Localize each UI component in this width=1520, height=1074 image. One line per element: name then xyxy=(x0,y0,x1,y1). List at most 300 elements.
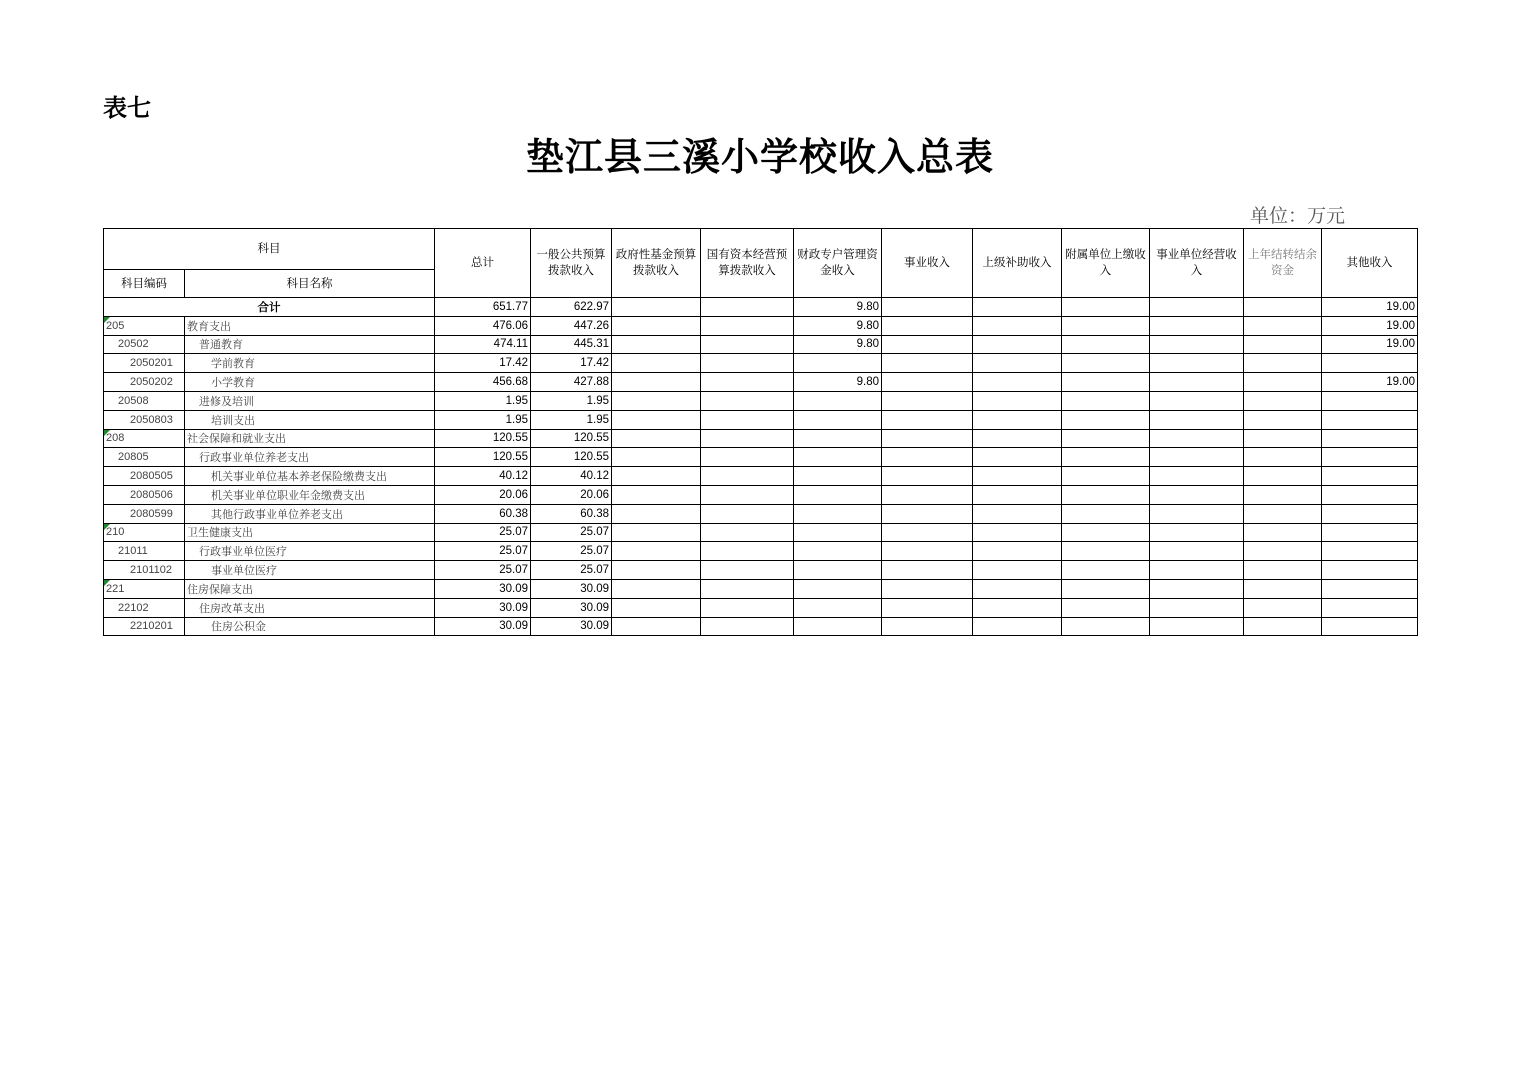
cell-total-text: 25.07 xyxy=(499,545,528,558)
cell-state-capital xyxy=(701,448,794,467)
cell-special-account xyxy=(794,316,882,335)
cell-operating-income xyxy=(1150,354,1244,373)
cell-state-capital xyxy=(701,485,794,504)
cell-code xyxy=(104,504,185,523)
cell-name xyxy=(185,410,435,429)
cell-total xyxy=(435,561,531,580)
cell-state-capital xyxy=(701,504,794,523)
cell-special-account-text: 9.80 xyxy=(856,376,879,389)
summary-general-budget: 622.97 xyxy=(531,298,612,317)
cell-business-income xyxy=(882,467,973,486)
cell-code xyxy=(104,542,185,561)
cell-special-account-text: 9.80 xyxy=(856,319,879,332)
cell-general-budget xyxy=(531,335,612,354)
unit-label: 单位：万元 xyxy=(1250,205,1346,227)
cell-other-income xyxy=(1322,485,1418,504)
cell-code-text: 208 xyxy=(106,432,125,445)
cell-name xyxy=(185,316,435,335)
cell-state-capital xyxy=(701,316,794,335)
cell-other-income xyxy=(1322,617,1418,636)
cell-other-income xyxy=(1322,504,1418,523)
cell-total-text: 60.38 xyxy=(499,507,528,520)
cell-general-budget-text: 120.55 xyxy=(573,451,609,464)
header-total: 总计 xyxy=(435,229,531,298)
cell-gov-fund xyxy=(612,335,701,354)
cell-name xyxy=(185,335,435,354)
cell-other-income xyxy=(1322,391,1418,410)
cell-general-budget-text: 25.07 xyxy=(580,564,609,577)
cell-affiliated-payment xyxy=(1062,523,1150,542)
summary-carryover xyxy=(1244,298,1322,317)
cell-carryover xyxy=(1244,354,1322,373)
cell-gov-fund xyxy=(612,391,701,410)
cell-general-budget-text: 60.38 xyxy=(580,507,609,520)
cell-total-text: 30.09 xyxy=(499,582,528,595)
summary-special-account: 9.80 xyxy=(794,298,882,317)
cell-general-budget xyxy=(531,523,612,542)
cell-state-capital xyxy=(701,617,794,636)
cell-general-budget xyxy=(531,410,612,429)
cell-special-account xyxy=(794,410,882,429)
cell-code xyxy=(104,316,185,335)
cell-carryover xyxy=(1244,391,1322,410)
cell-state-capital xyxy=(701,523,794,542)
table-row xyxy=(104,485,1418,504)
cell-special-account xyxy=(794,467,882,486)
cell-carryover xyxy=(1244,448,1322,467)
cell-code xyxy=(104,373,185,392)
cell-general-budget xyxy=(531,561,612,580)
cell-general-budget xyxy=(531,373,612,392)
header-carryover: 上年结转结余资金 xyxy=(1244,229,1322,298)
cell-total-text: 456.68 xyxy=(492,376,528,389)
cell-special-account xyxy=(794,354,882,373)
cell-general-budget-text: 25.07 xyxy=(580,526,609,539)
cell-total-text: 20.06 xyxy=(499,488,528,501)
cell-operating-income xyxy=(1150,373,1244,392)
cell-general-budget xyxy=(531,391,612,410)
cell-name xyxy=(185,373,435,392)
cell-operating-income xyxy=(1150,485,1244,504)
cell-code-text: 2080505 xyxy=(130,470,173,483)
cell-state-capital xyxy=(701,429,794,448)
cell-name-text: 其他行政事业单位养老支出 xyxy=(211,508,343,521)
cell-operating-income xyxy=(1150,542,1244,561)
cell-total xyxy=(435,485,531,504)
cell-other-income xyxy=(1322,598,1418,617)
cell-state-capital xyxy=(701,467,794,486)
cell-affiliated-payment xyxy=(1062,429,1150,448)
cell-superior-subsidy xyxy=(973,335,1062,354)
cell-carryover xyxy=(1244,542,1322,561)
cell-carryover xyxy=(1244,561,1322,580)
cell-code-text: 2050201 xyxy=(130,357,173,370)
table-row xyxy=(104,410,1418,429)
cell-code-text: 210 xyxy=(106,526,125,539)
cell-name-text: 学前教育 xyxy=(211,358,255,371)
header-general-budget: 一般公共预算拨款收入 xyxy=(531,229,612,298)
cell-special-account xyxy=(794,561,882,580)
cell-name xyxy=(185,391,435,410)
table-row xyxy=(104,354,1418,373)
cell-special-account xyxy=(794,485,882,504)
cell-total-text: 25.07 xyxy=(499,564,528,577)
cell-special-account xyxy=(794,429,882,448)
cell-total-text: 17.42 xyxy=(499,357,528,370)
cell-total xyxy=(435,598,531,617)
cell-name-text: 行政事业单位养老支出 xyxy=(199,452,309,465)
summary-superior-subsidy xyxy=(973,298,1062,317)
cell-affiliated-payment xyxy=(1062,354,1150,373)
cell-affiliated-payment xyxy=(1062,391,1150,410)
cell-business-income xyxy=(882,316,973,335)
cell-carryover xyxy=(1244,579,1322,598)
cell-other-income xyxy=(1322,523,1418,542)
cell-name-text: 普通教育 xyxy=(199,339,243,352)
table-label: 表七 xyxy=(103,94,151,122)
table-row xyxy=(104,617,1418,636)
cell-special-account xyxy=(794,448,882,467)
cell-affiliated-payment xyxy=(1062,485,1150,504)
header-state-capital: 国有资本经营预算拨款收入 xyxy=(701,229,794,298)
cell-total xyxy=(435,335,531,354)
cell-gov-fund xyxy=(612,504,701,523)
table-row xyxy=(104,373,1418,392)
cell-code-text: 20805 xyxy=(118,451,149,464)
cell-general-budget xyxy=(531,467,612,486)
cell-affiliated-payment xyxy=(1062,316,1150,335)
cell-other-income-text: 19.00 xyxy=(1386,376,1415,389)
header-other-income: 其他收入 xyxy=(1322,229,1418,298)
cell-operating-income xyxy=(1150,316,1244,335)
cell-total xyxy=(435,391,531,410)
cell-code xyxy=(104,335,185,354)
cell-other-income-text: 19.00 xyxy=(1386,319,1415,332)
cell-affiliated-payment xyxy=(1062,579,1150,598)
cell-other-income xyxy=(1322,579,1418,598)
cell-business-income xyxy=(882,373,973,392)
cell-gov-fund xyxy=(612,542,701,561)
cell-general-budget xyxy=(531,485,612,504)
cell-state-capital xyxy=(701,579,794,598)
cell-name xyxy=(185,354,435,373)
cell-total-text: 1.95 xyxy=(505,413,528,426)
header-gov-fund: 政府性基金预算拨款收入 xyxy=(612,229,701,298)
cell-name-text: 教育支出 xyxy=(187,320,231,333)
cell-operating-income xyxy=(1150,617,1244,636)
cell-superior-subsidy xyxy=(973,504,1062,523)
cell-total-text: 474.11 xyxy=(493,338,528,351)
cell-general-budget-text: 120.55 xyxy=(573,432,609,445)
cell-gov-fund xyxy=(612,429,701,448)
cell-name xyxy=(185,542,435,561)
cell-affiliated-payment xyxy=(1062,617,1150,636)
cell-name xyxy=(185,485,435,504)
cell-special-account xyxy=(794,579,882,598)
cell-name xyxy=(185,523,435,542)
cell-general-budget xyxy=(531,579,612,598)
cell-operating-income xyxy=(1150,391,1244,410)
cell-total-text: 1.95 xyxy=(505,394,528,407)
cell-total-text: 40.12 xyxy=(499,470,528,483)
cell-superior-subsidy xyxy=(973,467,1062,486)
cell-total xyxy=(435,354,531,373)
cell-name-text: 社会保障和就业支出 xyxy=(187,433,286,446)
table-row xyxy=(104,467,1418,486)
cell-total xyxy=(435,316,531,335)
cell-carryover xyxy=(1244,410,1322,429)
cell-name xyxy=(185,429,435,448)
cell-code-text: 2210201 xyxy=(130,620,173,633)
cell-other-income xyxy=(1322,542,1418,561)
cell-general-budget xyxy=(531,504,612,523)
cell-total-text: 476.06 xyxy=(492,319,528,332)
cell-business-income xyxy=(882,485,973,504)
cell-operating-income xyxy=(1150,523,1244,542)
cell-name xyxy=(185,448,435,467)
cell-code xyxy=(104,561,185,580)
cell-other-income xyxy=(1322,335,1418,354)
cell-carryover xyxy=(1244,467,1322,486)
cell-code xyxy=(104,391,185,410)
cell-code-text: 2050803 xyxy=(130,413,173,426)
header-operating-income: 事业单位经营收入 xyxy=(1150,229,1244,298)
cell-business-income xyxy=(882,410,973,429)
cell-general-budget-text: 20.06 xyxy=(580,488,609,501)
cell-business-income xyxy=(882,448,973,467)
cell-state-capital xyxy=(701,391,794,410)
cell-operating-income xyxy=(1150,598,1244,617)
cell-flag-icon xyxy=(104,524,110,530)
cell-affiliated-payment xyxy=(1062,561,1150,580)
table-row xyxy=(104,316,1418,335)
cell-general-budget-text: 1.95 xyxy=(586,394,609,407)
cell-gov-fund xyxy=(612,410,701,429)
summary-gov-fund xyxy=(612,298,701,317)
cell-operating-income xyxy=(1150,561,1244,580)
cell-other-income-text: 19.00 xyxy=(1386,338,1415,351)
cell-superior-subsidy xyxy=(973,598,1062,617)
cell-total-text: 120.55 xyxy=(492,451,528,464)
cell-carryover xyxy=(1244,617,1322,636)
cell-other-income xyxy=(1322,316,1418,335)
cell-code xyxy=(104,410,185,429)
cell-special-account xyxy=(794,523,882,542)
cell-business-income xyxy=(882,617,973,636)
cell-code xyxy=(104,523,185,542)
cell-superior-subsidy xyxy=(973,542,1062,561)
cell-total-text: 25.07 xyxy=(499,526,528,539)
cell-total xyxy=(435,467,531,486)
cell-other-income xyxy=(1322,467,1418,486)
income-summary-table xyxy=(103,228,1418,636)
cell-code-text: 2101102 xyxy=(130,564,173,577)
cell-name-text: 住房改革支出 xyxy=(199,602,265,615)
cell-affiliated-payment xyxy=(1062,598,1150,617)
cell-business-income xyxy=(882,561,973,580)
cell-operating-income xyxy=(1150,579,1244,598)
cell-general-budget xyxy=(531,598,612,617)
cell-flag-icon xyxy=(104,430,110,436)
cell-affiliated-payment xyxy=(1062,467,1150,486)
cell-other-income xyxy=(1322,561,1418,580)
cell-name-text: 卫生健康支出 xyxy=(187,527,253,540)
header-special-account: 财政专户管理资金收入 xyxy=(794,229,882,298)
table-row xyxy=(104,598,1418,617)
summary-total: 651.77 xyxy=(435,298,531,317)
table-row xyxy=(104,448,1418,467)
table-row xyxy=(104,429,1418,448)
cell-total xyxy=(435,373,531,392)
cell-state-capital xyxy=(701,410,794,429)
cell-special-account-text: 9.80 xyxy=(856,338,879,351)
cell-code-text: 21011 xyxy=(118,545,148,558)
cell-superior-subsidy xyxy=(973,373,1062,392)
cell-total xyxy=(435,504,531,523)
cell-operating-income xyxy=(1150,448,1244,467)
cell-carryover xyxy=(1244,335,1322,354)
cell-code xyxy=(104,485,185,504)
cell-other-income xyxy=(1322,429,1418,448)
cell-name-text: 培训支出 xyxy=(211,414,255,427)
cell-superior-subsidy xyxy=(973,485,1062,504)
cell-state-capital xyxy=(701,542,794,561)
cell-special-account xyxy=(794,542,882,561)
cell-general-budget-text: 445.31 xyxy=(573,338,609,351)
cell-gov-fund xyxy=(612,617,701,636)
summary-affiliated-payment xyxy=(1062,298,1150,317)
cell-superior-subsidy xyxy=(973,523,1062,542)
cell-affiliated-payment xyxy=(1062,448,1150,467)
cell-business-income xyxy=(882,429,973,448)
cell-special-account xyxy=(794,391,882,410)
cell-carryover xyxy=(1244,504,1322,523)
table-row xyxy=(104,523,1418,542)
cell-code xyxy=(104,448,185,467)
cell-carryover xyxy=(1244,373,1322,392)
cell-name xyxy=(185,561,435,580)
cell-code-text: 2080506 xyxy=(130,488,173,501)
cell-special-account xyxy=(794,335,882,354)
cell-gov-fund xyxy=(612,316,701,335)
cell-total xyxy=(435,617,531,636)
cell-superior-subsidy xyxy=(973,429,1062,448)
cell-code-text: 205 xyxy=(106,319,125,332)
cell-total xyxy=(435,410,531,429)
cell-name-text: 住房公积金 xyxy=(211,621,266,634)
cell-special-account xyxy=(794,598,882,617)
cell-gov-fund xyxy=(612,523,701,542)
cell-gov-fund xyxy=(612,373,701,392)
cell-total xyxy=(435,542,531,561)
cell-general-budget xyxy=(531,448,612,467)
cell-code-text: 22102 xyxy=(118,601,149,614)
summary-row xyxy=(104,298,1418,317)
cell-affiliated-payment xyxy=(1062,542,1150,561)
cell-name xyxy=(185,598,435,617)
cell-carryover xyxy=(1244,316,1322,335)
cell-special-account xyxy=(794,504,882,523)
cell-affiliated-payment xyxy=(1062,504,1150,523)
cell-name-text: 进修及培训 xyxy=(199,395,254,408)
cell-name-text: 行政事业单位医疗 xyxy=(199,546,287,559)
cell-total-text: 120.55 xyxy=(492,432,528,445)
cell-gov-fund xyxy=(612,561,701,580)
cell-name xyxy=(185,467,435,486)
cell-general-budget-text: 17.42 xyxy=(580,357,609,370)
table-row xyxy=(104,504,1418,523)
table-row xyxy=(104,579,1418,598)
cell-total xyxy=(435,448,531,467)
cell-general-budget-text: 25.07 xyxy=(580,545,609,558)
cell-total xyxy=(435,429,531,448)
cell-superior-subsidy xyxy=(973,354,1062,373)
cell-name xyxy=(185,504,435,523)
cell-carryover xyxy=(1244,485,1322,504)
cell-carryover xyxy=(1244,523,1322,542)
cell-affiliated-payment xyxy=(1062,335,1150,354)
cell-superior-subsidy xyxy=(973,561,1062,580)
cell-gov-fund xyxy=(612,579,701,598)
cell-general-budget-text: 30.09 xyxy=(580,620,609,633)
cell-business-income xyxy=(882,354,973,373)
cell-gov-fund xyxy=(612,354,701,373)
cell-superior-subsidy xyxy=(973,448,1062,467)
cell-general-budget xyxy=(531,542,612,561)
cell-business-income xyxy=(882,579,973,598)
cell-name-text: 事业单位医疗 xyxy=(211,565,277,578)
cell-general-budget-text: 30.09 xyxy=(580,582,609,595)
cell-other-income xyxy=(1322,354,1418,373)
cell-name-text: 机关事业单位基本养老保险缴费支出 xyxy=(211,471,387,484)
table-row xyxy=(104,561,1418,580)
cell-carryover xyxy=(1244,598,1322,617)
summary-business-income xyxy=(882,298,973,317)
cell-general-budget-text: 427.88 xyxy=(573,376,609,389)
cell-general-budget xyxy=(531,316,612,335)
cell-state-capital xyxy=(701,335,794,354)
cell-general-budget-text: 1.95 xyxy=(586,413,609,426)
cell-state-capital xyxy=(701,373,794,392)
cell-superior-subsidy xyxy=(973,316,1062,335)
summary-state-capital xyxy=(701,298,794,317)
cell-total-text: 30.09 xyxy=(499,601,528,614)
header-superior-subsidy: 上级补助收入 xyxy=(973,229,1062,298)
cell-state-capital xyxy=(701,598,794,617)
cell-general-budget-text: 30.09 xyxy=(580,601,609,614)
cell-special-account xyxy=(794,617,882,636)
header-subject-code: 科目编码 xyxy=(104,270,185,298)
cell-gov-fund xyxy=(612,467,701,486)
cell-superior-subsidy xyxy=(973,617,1062,636)
table-row xyxy=(104,542,1418,561)
cell-business-income xyxy=(882,335,973,354)
cell-state-capital xyxy=(701,354,794,373)
table-row xyxy=(104,335,1418,354)
cell-state-capital xyxy=(701,561,794,580)
cell-other-income xyxy=(1322,373,1418,392)
cell-name xyxy=(185,617,435,636)
cell-name-text: 小学教育 xyxy=(211,377,255,390)
cell-code-text: 221 xyxy=(106,582,125,595)
cell-code xyxy=(104,429,185,448)
header-subject-name: 科目名称 xyxy=(185,270,435,298)
cell-flag-icon xyxy=(104,317,110,323)
cell-operating-income xyxy=(1150,504,1244,523)
cell-gov-fund xyxy=(612,448,701,467)
cell-code xyxy=(104,579,185,598)
table-row xyxy=(104,391,1418,410)
